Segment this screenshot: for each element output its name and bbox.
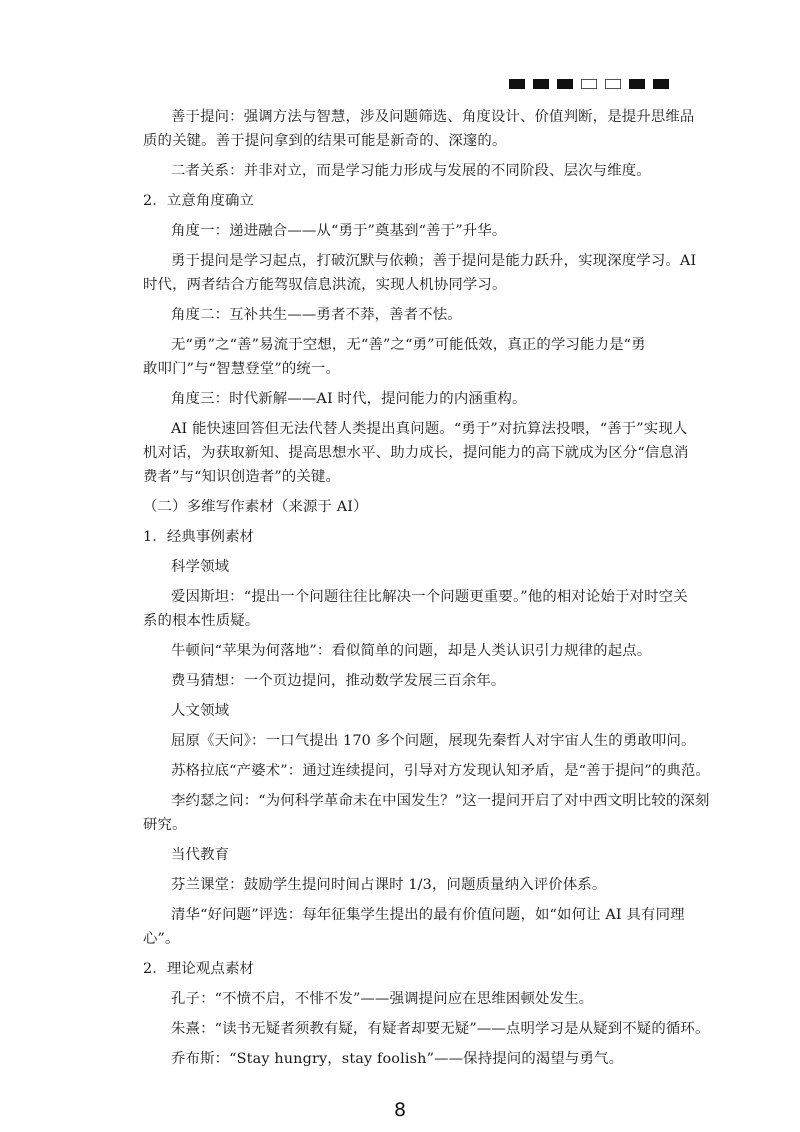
paragraph-line: 屈原《天问》：一口气提出 170 多个问题，展现先秦哲人对宇宙人生的勇敢叩问。 bbox=[171, 733, 696, 749]
paragraph-line: 2．立意角度确立 bbox=[143, 193, 255, 209]
paragraph-line: 孔子：“不愤不启，不悱不发”——强调提问应在思维困顿处发生。 bbox=[171, 991, 594, 1007]
paragraph-line: 无“勇”之“善”易流于空想，无“善”之“勇”可能低效，真正的学习能力是“勇 bbox=[171, 337, 646, 353]
paragraph-line: 爱因斯坦：“提出一个问题往往比解决一个问题更重要。”他的相对论始于对时空关 bbox=[171, 589, 688, 605]
paragraph-line: 角度一：递进融合——从“勇于”奠基到“善于”升华。 bbox=[171, 223, 507, 239]
paragraph-line-continued: 心”。 bbox=[143, 931, 180, 947]
paragraph-line: 2．理论观点素材 bbox=[143, 961, 255, 977]
paragraph-line: 善于提问：强调方法与智慧，涉及问题筛选、角度设计、价值判断，是提升思维品 bbox=[171, 109, 695, 125]
paragraph-line: 牛顿问“苹果为何落地”：看似简单的问题，却是人类认识引力规律的起点。 bbox=[171, 643, 652, 659]
paragraph-line: 二者关系：并非对立，而是学习能力形成与发展的不同阶段、层次与维度。 bbox=[171, 163, 651, 179]
paragraph-line-continued: 敢叩门”与“智慧登堂”的统一。 bbox=[143, 361, 341, 377]
header-mark-filled bbox=[629, 79, 645, 89]
paragraph-line-continued: 质的关键。善于提问拿到的结果可能是新奇的、深邃的。 bbox=[143, 133, 507, 149]
header-mark-filled bbox=[509, 79, 525, 89]
paragraph-line-continued: 时代，两者结合方能驾驭信息洪流，实现人机协同学习。 bbox=[143, 277, 507, 293]
paragraph-line-continued: 系的根本性质疑。 bbox=[143, 613, 260, 629]
paragraph-line: 朱熹：“读书无疑者须教有疑，有疑者却要无疑”——点明学习是从疑到不疑的循环。 bbox=[171, 1021, 710, 1037]
paragraph-line-continued: 费者”与“知识创造者”的关键。 bbox=[143, 469, 341, 485]
paragraph-line: （二）多维写作素材（来源于 AI） bbox=[143, 499, 368, 515]
header-mark-filled bbox=[653, 79, 669, 89]
header-mark-filled bbox=[533, 79, 549, 89]
paragraph-line: 清华“好问题”评选：每年征集学生提出的最有价值问题，如“如何让 AI 具有同理 bbox=[171, 907, 685, 923]
header-mark-filled bbox=[557, 79, 573, 89]
paragraph-line: 苏格拉底“产婆术”：通过连续提问，引导对方发现认知矛盾，是“善于提问”的典范。 bbox=[171, 763, 710, 779]
header-mark-empty bbox=[605, 79, 621, 89]
paragraph-line: 1．经典事例素材 bbox=[143, 529, 255, 545]
paragraph-line: 角度三：时代新解——AI 时代，提问能力的内涵重构。 bbox=[171, 391, 527, 407]
paragraph-line: 人文领域 bbox=[171, 703, 230, 719]
paragraph-line: 李约瑟之问：“为何科学革命未在中国发生？”这一提问开启了对中西文明比较的深刻 bbox=[171, 793, 710, 809]
paragraph-line: 乔布斯：“Stay hungry，stay foolish”——保持提问的渴望与勇气。 bbox=[171, 1051, 624, 1067]
header-mark-empty bbox=[581, 79, 597, 89]
paragraph-line: 勇于提问是学习起点，打破沉默与依赖；善于提问是能力跃升，实现深度学习。AI bbox=[171, 253, 697, 269]
paragraph-line: AI 能快速回答但无法代替人类提出真问题。“勇于”对抗算法投喂，“善于”实现人 bbox=[171, 421, 688, 437]
paragraph-line: 科学领域 bbox=[171, 559, 230, 575]
paragraph-line: 角度二：互补共生——勇者不莽，善者不怯。 bbox=[171, 307, 462, 323]
document-body bbox=[143, 107, 710, 1069]
paragraph-line: 芬兰课堂：鼓励学生提问时间占课时 1/3，问题质量纳入评价体系。 bbox=[171, 877, 607, 893]
page-number: 8 bbox=[393, 1099, 407, 1121]
header-decoration bbox=[509, 79, 669, 89]
paragraph-line: 费马猜想：一个页边提问，推动数学发展三百余年。 bbox=[171, 673, 506, 689]
paragraph-line-continued: 机对话，为获取新知、提高思想水平、助力成长，提问能力的高下就成为区分“信息消 bbox=[143, 445, 689, 461]
paragraph-line-continued: 研究。 bbox=[143, 817, 187, 833]
paragraph-line: 当代教育 bbox=[171, 847, 230, 863]
